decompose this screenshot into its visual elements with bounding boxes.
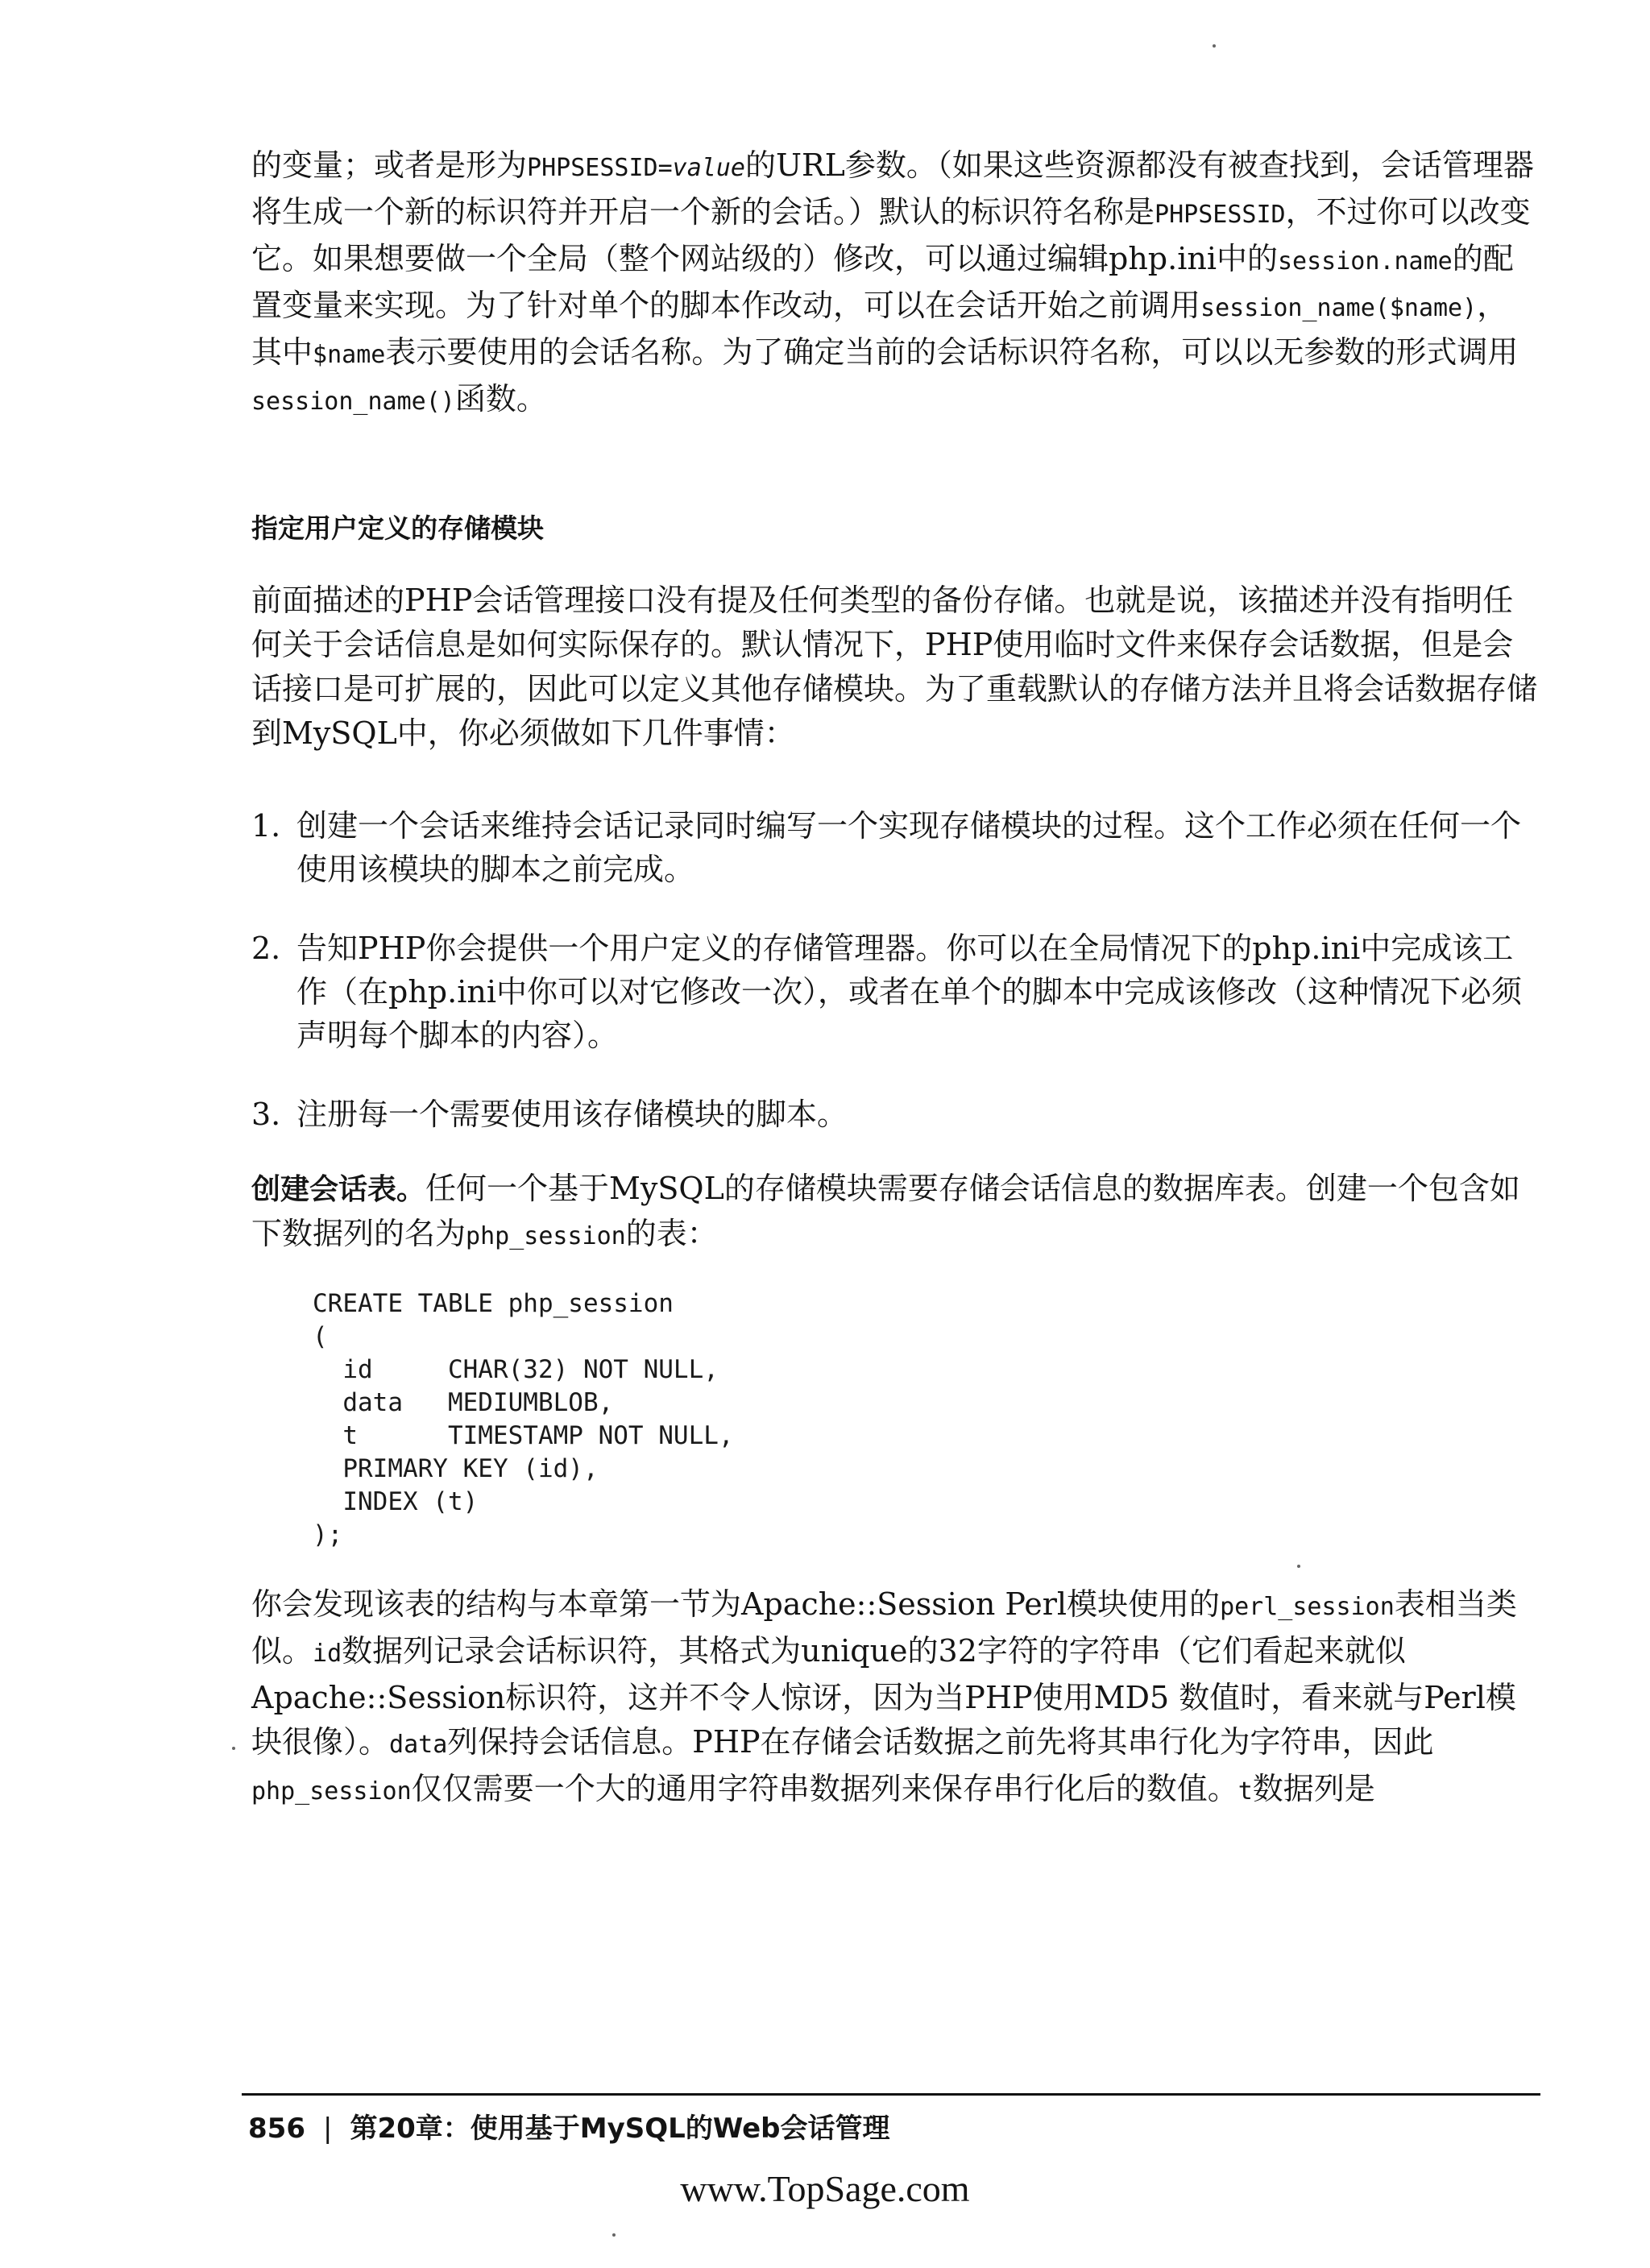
list-number: 1. <box>251 808 281 844</box>
paragraph-session-name <box>251 143 1537 424</box>
text-run: ，不过你可以改变它。如果想要做一个全局（整个网站级的）修改，可以通过编辑php.ini中的 <box>251 194 1531 276</box>
inline-code: PHPSESSID <box>1155 201 1286 229</box>
text-run: 你会发现该表的结构与本章第一节为Apache::Session Perl模块使用的 <box>251 1586 1221 1622</box>
inline-code: value <box>672 154 745 182</box>
footer-rule <box>242 2093 1540 2096</box>
scan-speck <box>232 1747 235 1750</box>
list-item-3 <box>251 1093 1537 1136</box>
text-run: 的变量；或者是形为 <box>251 147 528 183</box>
scan-speck <box>1297 1565 1300 1568</box>
inline-code: session.name <box>1278 247 1453 276</box>
inline-code: session_name($name) <box>1200 294 1478 322</box>
inline-code: php_session <box>466 1222 626 1250</box>
page-number: 856 <box>248 2113 305 2145</box>
website-watermark: www.TopSage.com <box>680 2168 970 2209</box>
footer-separator: | <box>322 2113 333 2145</box>
text-run: 数据列记录会话标识符，其格式为unique的32字符的字符串（它们看起来就似Apache::Session标识符，这并不令人惊讶，因为当PHP使用MD5 数值时，看来就与Perl模块很像）。 <box>251 1633 1516 1760</box>
text-run: 的表： <box>625 1216 718 1251</box>
paragraph-storage-intro: 前面描述的PHP会话管理接口没有提及任何类型的备份存储。也就是说，该描述并没有指明任何关于会话信息是如何实际保存的。默认情况下，PHP使用临时文件来保存会话数据，但是会话接口是可扩展的，因此可以定义其他存储模块。为了重载默认的存储方法并且将会话数据存储到MySQL中，你必须做如下几件事情： <box>251 583 1538 751</box>
code-block: CREATE TABLE php_session ( id CHAR(32) NOT NULL, data MEDIUMBLOB, t TIMESTAMP NOT NULL, PRIMARY KEY (id), INDEX (t) ); <box>313 1289 734 1549</box>
list-text: 创建一个会话来维持会话记录同时编写一个实现存储模块的过程。这个工作必须在任何一个使用该模块的脚本之前完成。 <box>296 808 1522 887</box>
scan-speck <box>612 2233 616 2237</box>
scan-speck <box>1213 44 1216 48</box>
text-run: 表相当类似。 <box>251 1586 1517 1669</box>
list-number: 3. <box>251 1097 281 1132</box>
inline-code: data <box>389 1731 448 1759</box>
text-run: 的URL参数。（如果这些资源都没有被查找到，会话管理器将生成一个新的标识符并开启一个新的会话。）默认的标识符名称是 <box>251 147 1534 230</box>
list-number: 2. <box>251 931 281 966</box>
text-run: 的配置变量来实现。为了针对单个的脚本作改动，可以在会话开始之前调用 <box>251 241 1514 323</box>
text-run: ，其中 <box>251 288 1508 370</box>
paragraph-table-explanation <box>251 1582 1537 1814</box>
inline-code: PHPSESSID= <box>527 154 673 182</box>
inline-code: perl_session <box>1220 1593 1395 1621</box>
page-footer <box>248 2106 890 2146</box>
list-text: 注册每一个需要使用该存储模块的脚本。 <box>296 1097 848 1132</box>
paragraph-create-table <box>251 1167 1537 1258</box>
text-run: 任何一个基于MySQL的存储模块需要存储会话信息的数据库表。创建一个包含如下数据列的名为 <box>251 1171 1520 1251</box>
inline-code: php_session <box>251 1777 412 1806</box>
text-run: 列保持会话信息。PHP在存储会话数据之前先将其串行化为字符串，因此 <box>447 1724 1434 1760</box>
inline-code: session_name() <box>251 388 455 416</box>
list-text: 告知PHP你会提供一个用户定义的存储管理器。你可以在全局情况下的php.ini中完成该工作（在php.ini中你可以对它修改一次），或者在单个的脚本中完成该修改（这种情况下必须声明每个脚本的内容）。 <box>296 931 1522 1053</box>
text-run: 数据列是 <box>1252 1771 1375 1806</box>
section-heading: 指定用户定义的存储模块 <box>251 512 544 544</box>
text-run: 表示要使用的会话名称。为了确定当前的会话标识符名称，可以以无参数的形式调用 <box>385 334 1519 370</box>
inline-code: t <box>1238 1777 1253 1806</box>
list-item-2 <box>251 927 1537 1057</box>
list-item-1 <box>251 804 1537 891</box>
bold-lead: 创建会话表。 <box>251 1173 426 1206</box>
text-run: 仅仅需要一个大的通用字符串数据列来保存串行化后的数值。 <box>411 1771 1238 1806</box>
chapter-title: 第20章：使用基于MySQL的Web会话管理 <box>350 2113 890 2145</box>
inline-code: id <box>313 1640 342 1668</box>
inline-code: $name <box>313 341 386 369</box>
text-run: 函数。 <box>454 381 547 417</box>
